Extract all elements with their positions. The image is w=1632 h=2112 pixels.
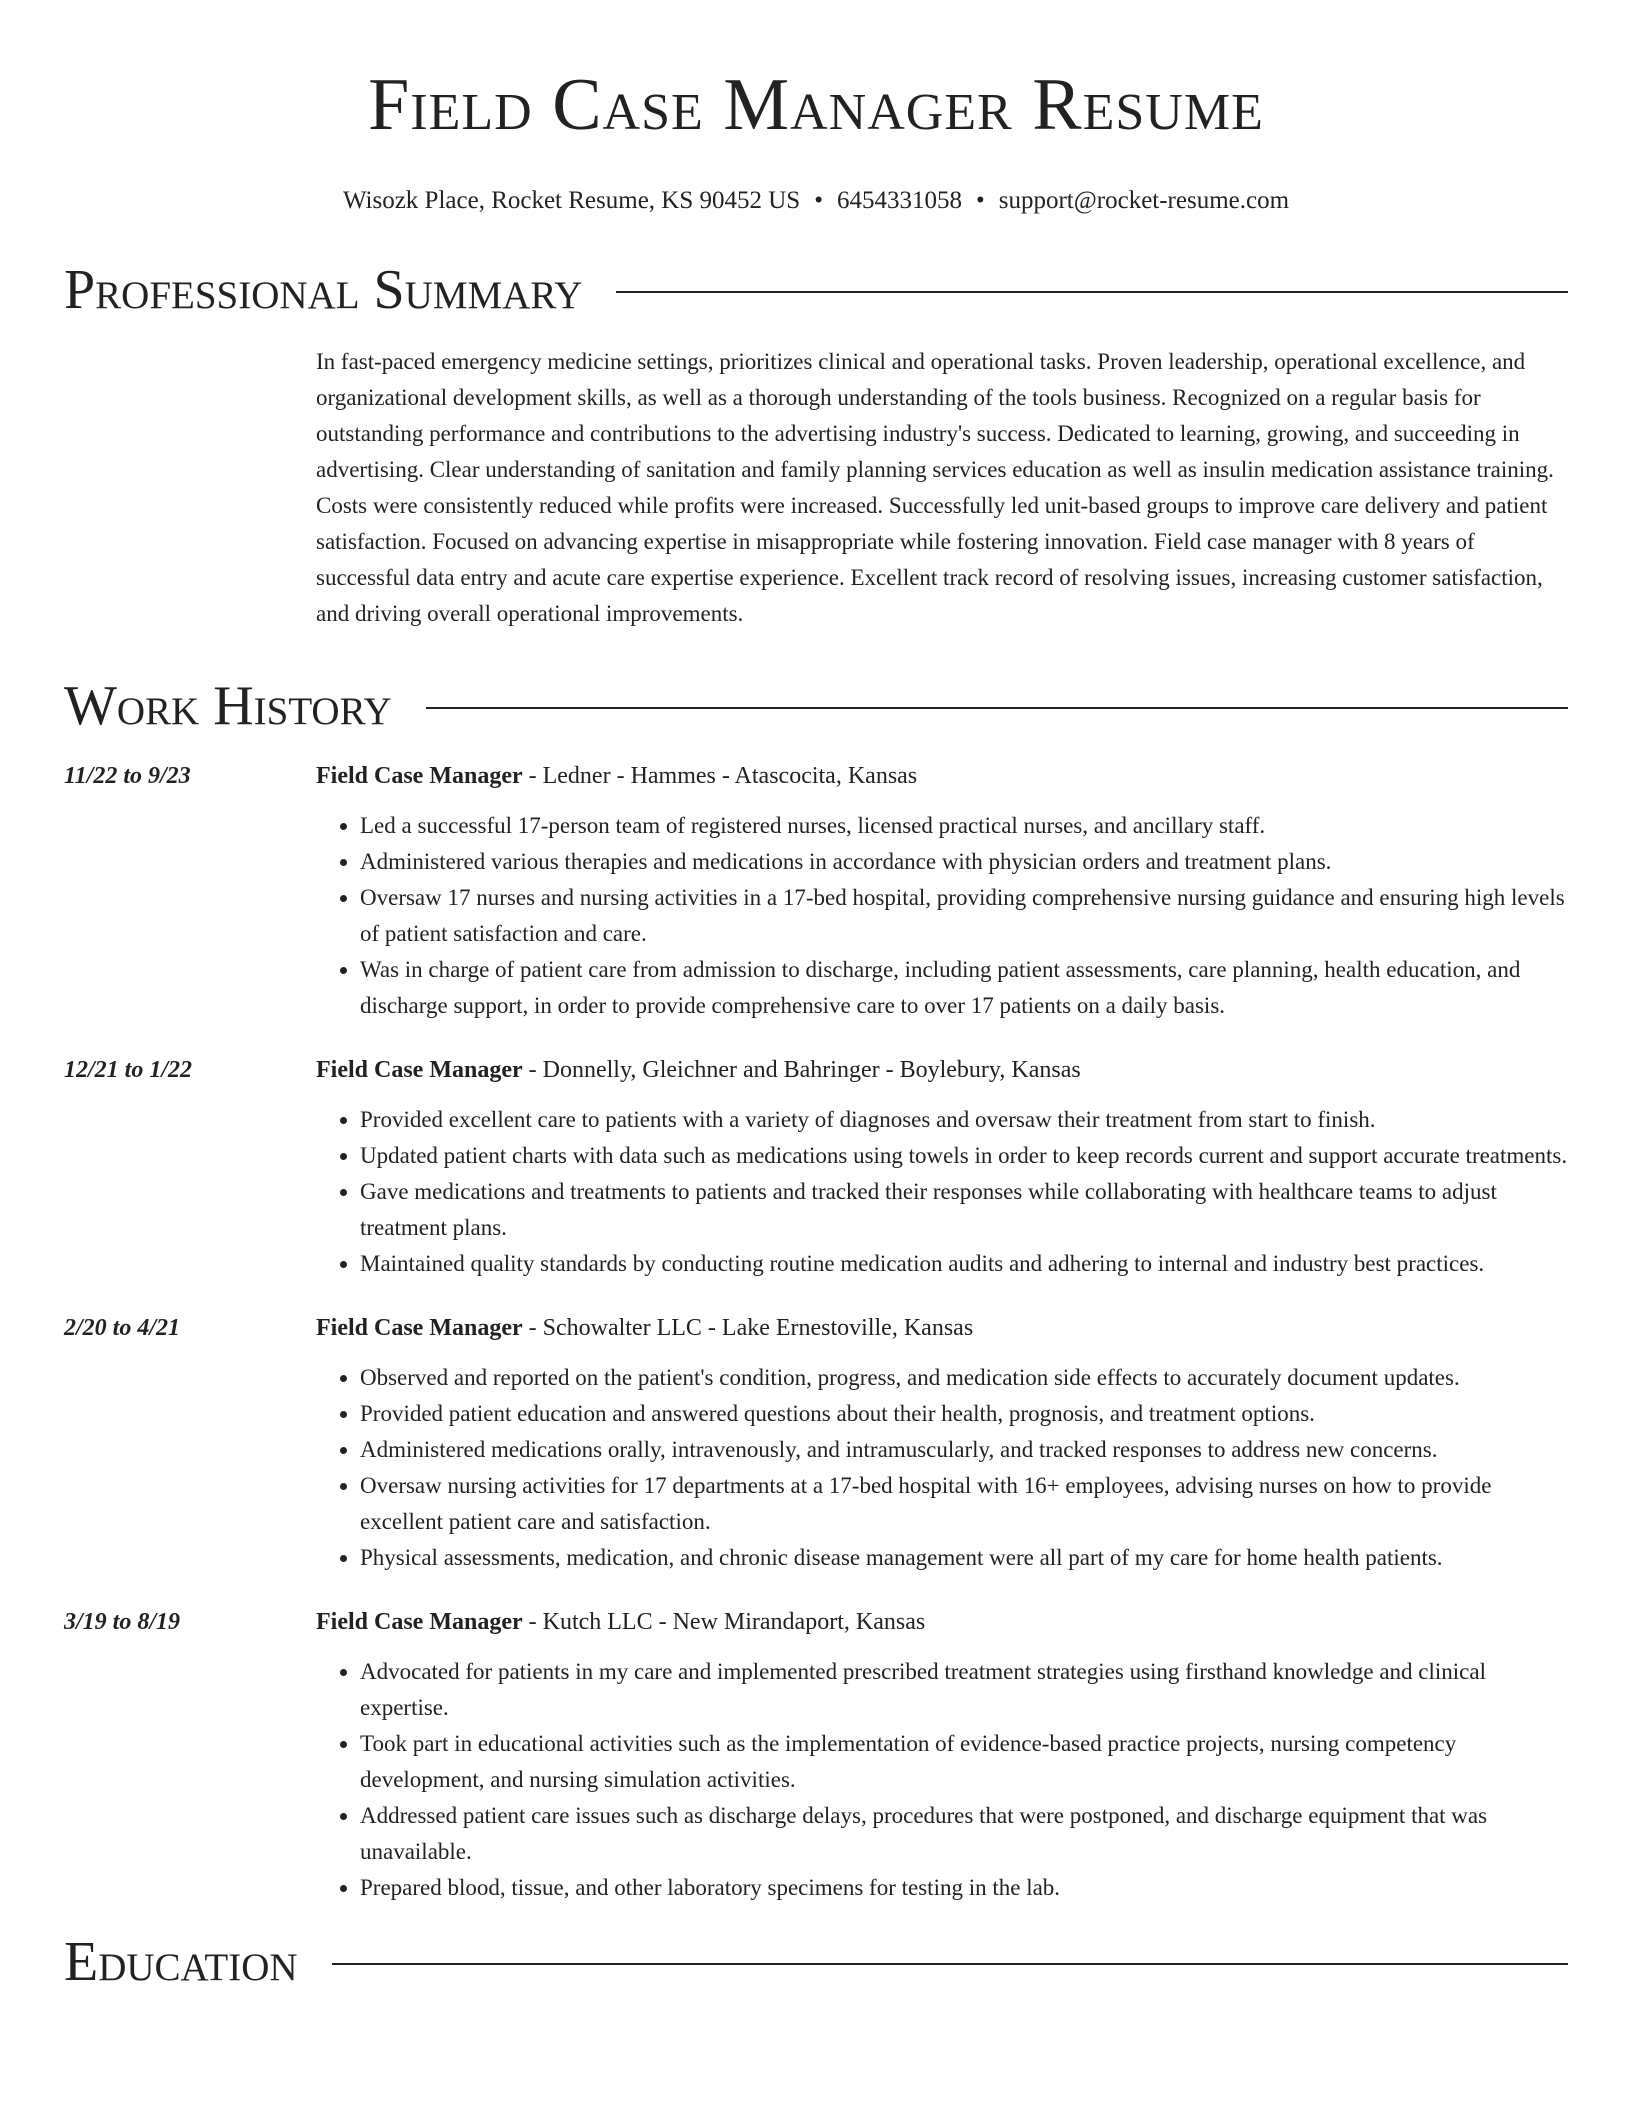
section-divider [332,1963,1568,1965]
job-bullet-list [316,1360,1568,1576]
section-title-work-history: Work History [64,675,392,737]
job-bullet: • Maintained quality standards by conducting routine medication audits and adhering to internal and industry best practices. [360,1246,1568,1282]
contact-email: support@rocket-resume.com [998,187,1290,214]
job-bullet-list [316,808,1568,1024]
contact-line [64,186,1568,216]
job-bullet: • Oversaw 17 nurses and nursing activities in a 17-bed hospital, providing comprehensive nursing guidance and ensuring high levels of patient satisfaction and care. [360,880,1568,952]
section-title-summary: Professional Summary [64,259,583,321]
job-bullet-list [316,1654,1568,1906]
contact-separator: • [975,187,985,214]
job-entry [64,1604,1568,1906]
job-body [316,1604,1568,1906]
job-dates: 2/20 to 4/21 [64,1315,181,1341]
work-history-list [64,758,1568,1906]
summary-text: In fast-paced emergency medicine settings, prioritizes clinical and operational tasks. Proven leadership, operational excellence, and organizational development skills, as well as a thorough understanding of the tools business. Recognized on a regular basis for outstanding performance and contributions to the advertising industry's success. Dedicated to learning, growing, and succeeding in advertising. Clear understanding of sanitation and family planning services education as well as insulin medication assistance training. Costs were consistently reduced while profits were increased. Successfully led unit-based groups to improve care delivery and patient satisfaction. Focused on advancing expertise in misappropriate while fostering innovation. Field case manager with 8 years of successful data entry and acute care expertise experience. Excellent track record of resolving issues, increasing customer satisfaction, and driving overall operational improvements. [316,349,1554,626]
job-bullet: • Took part in educational activities such as the implementation of evidence-based practice projects, nursing competency development, and nursing simulation activities. [360,1726,1568,1798]
section-header-education [64,1932,1568,1992]
section-title-education: Education [64,1931,298,1993]
section-header-work-history [64,676,1568,736]
job-bullet: • Updated patient charts with data such as medications using towels in order to keep records current and support accurate treatments. [360,1138,1568,1174]
job-details: - Schowalter LLC - Lake Ernestoville, Kansas [522,1315,974,1341]
job-details: - Donnelly, Gleichner and Bahringer - Boylebury, Kansas [522,1057,1081,1083]
job-role: Field Case Manager [316,1609,523,1635]
job-dates: 12/21 to 1/22 [64,1057,193,1083]
job-bullet: • Provided patient education and answered questions about their health, prognosis, and treatment options. [360,1396,1568,1432]
section-divider [426,707,1568,709]
job-body [316,1052,1568,1282]
job-bullet: • Gave medications and treatments to patients and tracked their responses while collaborating with healthcare teams to adjust treatment plans. [360,1174,1568,1246]
job-bullet: • Physical assessments, medication, and chronic disease management were all part of my care for home health patients. [360,1540,1568,1576]
job-body [316,1310,1568,1576]
job-bullet: • Administered various therapies and medications in accordance with physician orders and treatment plans. [360,844,1568,880]
job-bullet: • Prepared blood, tissue, and other laboratory specimens for testing in the lab. [360,1870,1568,1906]
job-bullet: • Was in charge of patient care from admission to discharge, including patient assessments, care planning, health education, and discharge support, in order to provide comprehensive care to over 17 patients on a daily basis. [360,952,1568,1024]
job-bullet: • Administered medications orally, intravenously, and intramuscularly, and tracked responses to address new concerns. [360,1432,1568,1468]
job-entry [64,758,1568,1024]
job-details: - Ledner - Hammes - Atascocita, Kansas [522,763,918,789]
job-bullet: • Oversaw nursing activities for 17 departments at a 17-bed hospital with 16+ employees, advising nurses on how to provide excellent patient care and satisfaction. [360,1468,1568,1540]
contact-address: Wisozk Place, Rocket Resume, KS 90452 US [342,187,801,214]
job-body [316,758,1568,1024]
job-dates: 11/22 to 9/23 [64,763,191,789]
job-title-line [316,758,1568,794]
job-bullet: • Addressed patient care issues such as discharge delays, procedures that were postponed, and discharge equipment that was unavailable. [360,1798,1568,1870]
job-bullet: • Provided excellent care to patients with a variety of diagnoses and oversaw their treatment from start to finish. [360,1102,1568,1138]
resume-title: Field Case Manager Resume [368,64,1264,146]
section-divider [616,291,1568,293]
job-title-line [316,1310,1568,1346]
contact-separator: • [814,187,823,214]
job-dates: 3/19 to 8/19 [64,1609,181,1635]
job-role: Field Case Manager [316,1057,523,1083]
job-details: - Kutch LLC - New Mirandaport, Kansas [522,1609,926,1635]
job-role: Field Case Manager [316,763,523,789]
job-role: Field Case Manager [316,1315,523,1341]
job-bullet: • Observed and reported on the patient's condition, progress, and medication side effects to accurately document updates. [360,1360,1568,1396]
job-title-line [316,1604,1568,1640]
job-entry [64,1310,1568,1576]
job-bullet: • Advocated for patients in my care and implemented prescribed treatment strategies using firsthand knowledge and clinical expertise. [360,1654,1568,1726]
job-title-line [316,1052,1568,1088]
contact-phone: 6454331058 [836,187,962,214]
job-bullet: • Led a successful 17-person team of registered nurses, licensed practical nurses, and ancillary staff. [360,808,1568,844]
job-entry [64,1052,1568,1282]
job-bullet-list [316,1102,1568,1282]
section-header-summary [64,260,1568,320]
